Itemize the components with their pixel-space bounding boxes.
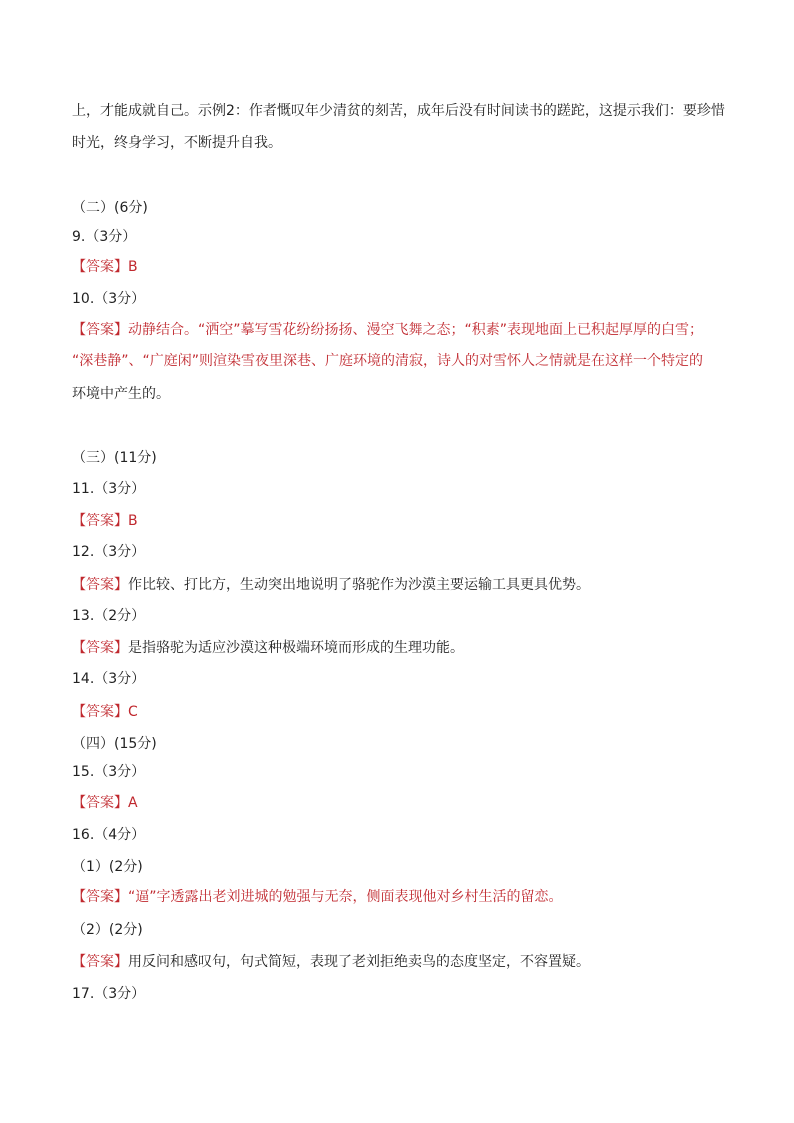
question-number: 16.（4分） xyxy=(72,827,146,843)
answer-tag: 【答案】 xyxy=(72,640,128,656)
answer-line xyxy=(72,703,138,721)
answer-tag: 【答案】 xyxy=(72,513,128,529)
answer-tag: 【答案】 xyxy=(72,322,128,338)
question-number: 14.（3分） xyxy=(72,671,146,687)
answer-text: 动静结合。“洒空”摹写雪花纷纷扬扬、漫空飞舞之态；“积素”表现地面上已积起厚厚的白雪； xyxy=(128,322,704,338)
answer-text: 用反问和感叹句，句式简短，表现了老刘拒绝卖鸟的态度坚定，不容置疑。 xyxy=(128,954,590,970)
text-line: （三）(11分) xyxy=(72,450,157,466)
question-number: 15.（3分） xyxy=(72,764,146,780)
answer-text: B xyxy=(128,513,138,529)
answer-text: C xyxy=(128,704,138,720)
text-line: “深巷静”、“广庭闲”则渲染雪夜里深巷、广庭环境的清寂，诗人的对雪怀人之情就是在这样一个特定的 xyxy=(72,353,704,369)
answer-line xyxy=(72,953,590,971)
text-line: （2）(2分) xyxy=(72,922,143,938)
text-line: 上，才能成就自己。示例2：作者慨叹年少清贫的刻苦，成年后没有时间读书的蹉跎，这提示我们：要珍惜 xyxy=(72,103,725,119)
answer-tag: 【答案】 xyxy=(72,259,128,275)
answer-text: “逼”字透露出老刘进城的勉强与无奈，侧面表现他对乡村生活的留恋。 xyxy=(128,889,563,905)
answer-line xyxy=(72,794,138,812)
question-number: 12.（3分） xyxy=(72,544,146,560)
answer-tag: 【答案】 xyxy=(72,954,128,970)
answer-line xyxy=(72,888,563,906)
answer-tag: 【答案】 xyxy=(72,889,128,905)
answer-line xyxy=(72,258,138,276)
answer-line xyxy=(72,321,703,339)
question-number: 10.（3分） xyxy=(72,291,146,307)
answer-text: A xyxy=(128,795,138,811)
text-line: 环境中产生的。 xyxy=(72,386,170,402)
answer-line xyxy=(72,639,464,657)
answer-line xyxy=(72,576,590,594)
question-number: 11.（3分） xyxy=(72,481,146,497)
question-number: 17.（3分） xyxy=(72,986,146,1002)
text-line: （四）(15分) xyxy=(72,736,157,752)
text-line: （二）(6分) xyxy=(72,200,148,216)
text-line: （1）(2分) xyxy=(72,859,143,875)
question-number: 9.（3分） xyxy=(72,229,137,245)
answer-tag: 【答案】 xyxy=(72,577,128,593)
answer-tag: 【答案】 xyxy=(72,704,128,720)
question-number: 13.（2分） xyxy=(72,608,146,624)
answer-text: 是指骆驼为适应沙漠这种极端环境而形成的生理功能。 xyxy=(128,640,464,656)
answer-line xyxy=(72,512,138,530)
answer-text: 作比较、打比方，生动突出地说明了骆驼作为沙漠主要运输工具更具优势。 xyxy=(128,577,590,593)
answer-text: B xyxy=(128,259,138,275)
answer-tag: 【答案】 xyxy=(72,795,128,811)
text-line: 时光，终身学习，不断提升自我。 xyxy=(72,135,282,151)
